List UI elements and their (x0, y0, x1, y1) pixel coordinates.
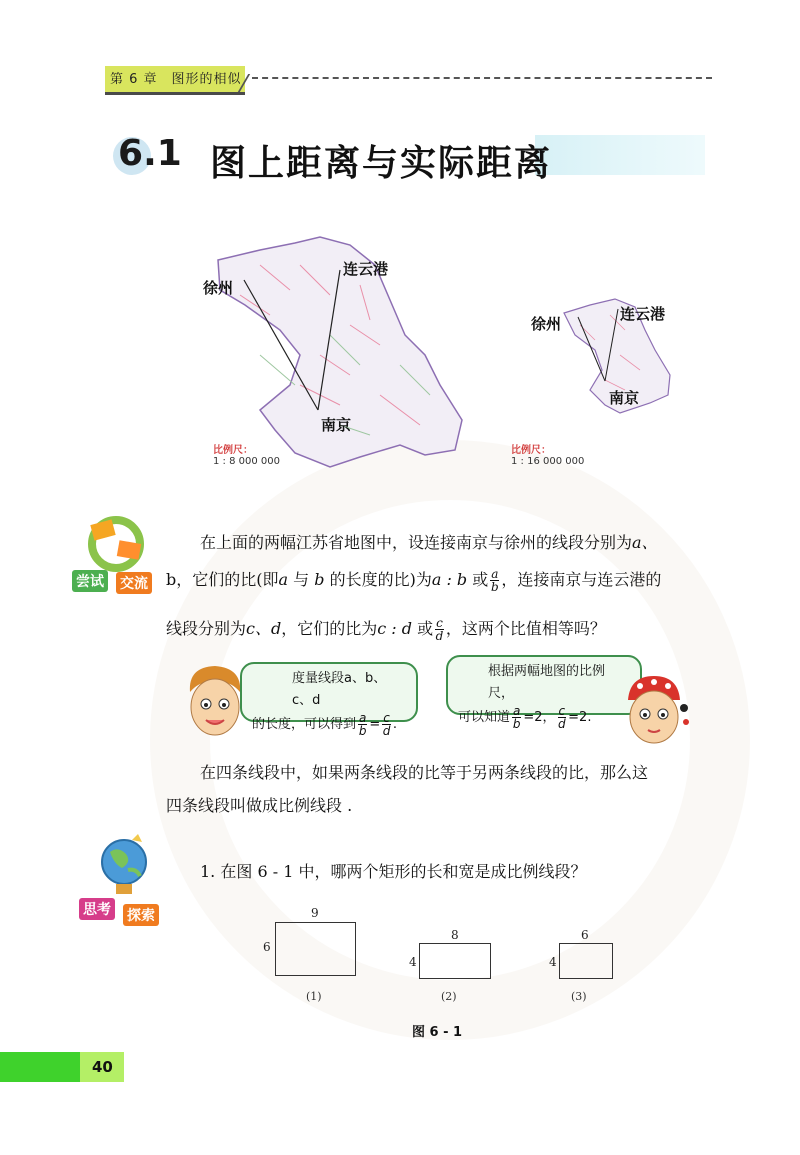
try-line1-text: 在上面的两幅江苏省地图中，设连接南京与徐州的线段分别为 (200, 533, 633, 552)
try-badge-part2: 交流 (116, 572, 152, 594)
rectangle-3 (559, 943, 613, 979)
map-small-scale-label: 比例尺： (511, 445, 551, 456)
try-line3-cd: c、d (246, 619, 282, 638)
bubble-right-num1: a (513, 704, 521, 718)
try-text-line2 (166, 568, 661, 593)
rect1-length: 9 (311, 906, 319, 920)
fraction-c-over-d (435, 617, 444, 642)
map-large-city-lianyungang: 连云港 (343, 260, 389, 278)
bubble-right-frac2 (558, 705, 567, 730)
frac-cd-num: c (436, 616, 443, 630)
rect1-width: 6 (263, 940, 271, 954)
frac-ab-num: a (491, 567, 499, 581)
try-line1-var: a、 (632, 533, 658, 552)
section-title: 图上距离与实际距离 (210, 143, 553, 184)
bubble-left-line1: 度量线段a、b、c、d (292, 671, 387, 708)
bubble-left-den2: d (382, 724, 391, 738)
try-line3-or: 或 (412, 619, 434, 638)
map-large-city-nanjing: 南京 (321, 416, 352, 434)
globe-icon (88, 832, 154, 902)
definition-line1: 在四条线段中，如果两条线段的比等于另两条线段的比，那么这 (200, 763, 649, 782)
frac-ab-den: b (491, 580, 499, 594)
try-line3-tail: ，这两个比值相等吗？ (445, 619, 606, 638)
map-small-city-lianyungang: 连云港 (620, 305, 666, 323)
try-badge-part1: 尝试 (72, 570, 108, 592)
bubble-right-num2: c (558, 704, 566, 718)
question-text: 1. 在图 6 - 1 中，哪两个矩形的长和宽是成比例线段？ (200, 862, 587, 881)
frac-cd-den: d (435, 629, 444, 643)
try-line2-a: b，它们的比(即 (166, 570, 279, 589)
bubble-right-frac1 (512, 705, 521, 730)
rect3-width: 4 (549, 955, 557, 969)
chapter-title: 第 6 章 图形的相似 (110, 72, 242, 87)
figure-caption: 图 6 - 1 (412, 1025, 463, 1040)
rect3-length: 6 (581, 928, 589, 942)
bubble-left (240, 662, 418, 738)
bubble-right-text: 可以知道 (458, 710, 511, 725)
girl-avatar-icon (620, 672, 692, 747)
bubble-left-den1: b (358, 724, 367, 738)
bubble-left-num2: c (383, 711, 390, 725)
bubble-left-line2 (252, 712, 406, 737)
try-line3-b: ，它们的比为 (281, 619, 378, 638)
bubble-left-eq: = (369, 717, 381, 732)
map-large-city-xuzhou: 徐州 (203, 279, 234, 297)
bubble-left-num1: a (359, 711, 367, 725)
bubble-left-end: . (392, 717, 398, 732)
section-number-main: 6 (118, 133, 144, 174)
think-badge-part1: 思考 (79, 898, 115, 920)
page-number: 40 (92, 1058, 113, 1076)
section-number-suffix: .1 (143, 133, 182, 174)
try-line2-d: b (314, 570, 325, 589)
map-large-scale-value: 1 : 8 000 000 (213, 456, 280, 467)
bubble-left-frac2 (382, 712, 391, 737)
bubble-right-eq1: =2， (523, 710, 556, 725)
try-line2-tail: ，连接南京与连云港的 (501, 570, 662, 589)
header-rule (252, 77, 712, 79)
rect2-caption: (2) (441, 990, 457, 1003)
think-badge-part2: 探索 (123, 904, 159, 926)
try-line2-c: 与 (288, 570, 315, 589)
bubble-left-text: 的长度，可以得到 (252, 717, 357, 732)
try-text-line3 (166, 617, 606, 642)
map-large-scale-label: 比例尺： (213, 445, 253, 456)
rect1-caption: (1) (306, 990, 322, 1003)
bubble-right-line1: 根据两幅地图的比例尺， (488, 664, 606, 701)
try-line2-ratio: a : b (431, 570, 468, 589)
section-number (118, 133, 182, 174)
definition-line2: 四条线段叫做成比例线段 . (166, 796, 353, 815)
map-small-scale-value: 1 : 16 000 000 (511, 456, 585, 467)
bubble-right-line2 (458, 705, 630, 730)
bubble-right-eq2: =2. (568, 710, 592, 725)
rectangle-1 (275, 922, 356, 976)
try-text-line1 (200, 532, 658, 554)
rectangle-2 (419, 943, 491, 979)
rect2-width: 4 (409, 955, 417, 969)
rect3-caption: (3) (571, 990, 587, 1003)
try-line2-b: a (278, 570, 289, 589)
try-line3-a: 线段分别为 (166, 619, 247, 638)
footer-green-bar (0, 1052, 80, 1082)
bubble-right-den2: d (558, 717, 566, 731)
bubble-left-frac1 (358, 712, 367, 737)
try-line2-or: 或 (467, 570, 489, 589)
bubble-right-den1: b (512, 717, 521, 731)
title-bar (535, 135, 705, 175)
map-small-city-xuzhou: 徐州 (531, 315, 562, 333)
rect2-length: 8 (451, 928, 459, 942)
fraction-a-over-b (490, 568, 499, 593)
map-small-city-nanjing: 南京 (609, 389, 640, 407)
try-line2-e: 的长度的比)为 (324, 570, 432, 589)
try-line3-ratio: c : d (377, 619, 413, 638)
bubble-right (446, 655, 642, 731)
